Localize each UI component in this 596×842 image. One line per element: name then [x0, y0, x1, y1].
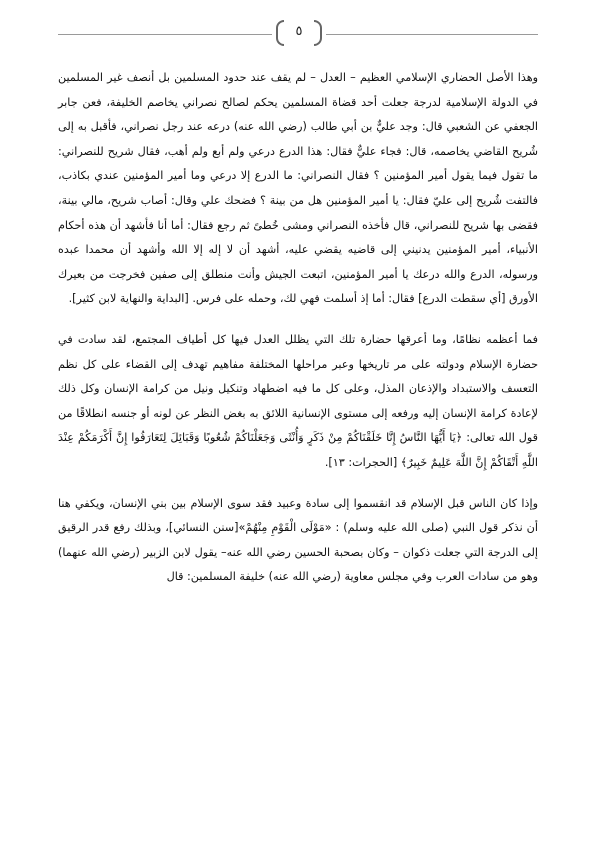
page-number-bracket-left	[276, 20, 284, 46]
header-rule-right	[326, 34, 538, 35]
header-rule-left	[58, 34, 272, 35]
page-number-bracket-right	[314, 20, 322, 46]
paragraph-islamic-civilization: فما أعظمه نظامًا، وما أعرقها حضارة تلك التي يظلل العدل فيها كل أطياف المجتمع، لقد سادت في حضارة الإسلام ودولته على مر تاريخها وعبر مراحلها المختلفة مفاهيم تهدف إلى القضاء على كل نظم التعسف والاستبداد والإذعان المذل، وعلى كل ما فيه اضطهاد وتنكيل ونيل من كرامة الإنسان وكل ذلك لإعادة كرامة الإنسان إليه ورفعه إلى مستوى الإنسانية اللائق به بغض النظر عن لونه أو جنسه انطلاقًا من قول الله تعالى: ﴿يَا أَيُّهَا النَّاسُ إِنَّا خَلَقْنَاكُمْ مِنْ ذَكَرٍ وَأُنْثَى وَجَعَلْنَاكُمْ شُعُوبًا وَقَبَائِلَ لِتَعَارَفُوا إِنَّ أَكْرَمَكُمْ عِنْدَ اللَّهِ أَتْقَاكُمْ إِنَّ اللَّهَ عَلِيمٌ خَبِيرٌ﴾ [الحجرات: ١٣].	[58, 332, 538, 469]
body-text	[58, 66, 538, 606]
page-number: ٥	[295, 24, 303, 39]
page-header	[0, 18, 596, 52]
paragraph-justice-story: وهذا الأصل الحضاري الإسلامي العظيم – العدل – لم يقف عند حدود المسلمين بل أنصف غير المسلمين في الدولة الإسلامية لدرجة جعلت أحد قضاة المسلمين يحكم لصالح نصراني يخاصم الخليفة، فعن جابر الجعفي عن الشعبي قال: وجد عليٌّ بن أبي طالب (رضي الله عنه) درعه عند رجل نصراني، فأقبل به إلى شُريح القاضي يخاصمه، قال: فجاء عليٌّ فقال: هذا الدرع درعي ولم أبع ولم أهب، فقال شريح للنصراني: ما تقول فيما يقول أمير المؤمنين ؟ فقال النصراني: ما الدرع إلا درعي وما أمير المؤمنين عندي بكاذب، فالتفت شُريح إلى عليّ فقال: يا أمير المؤمنين هل من بينة ؟ فضحك علي وقال: أصاب شريح، مالي بينة، فقضى بها شريح للنصراني، قال فأخذه النصراني ومشى خُطىً ثم رجع فقال: أما أنا فأشهد أن هذه أحكام الأنبياء، أمير المؤمنين يدنيني إلى قاضيه يقضي عليه، أشهد أن لا إله إلا الله وأشهد أن محمدا عبده ورسوله، الدرع والله درعك يا أمير المؤمنين، اتبعت الجيش وأنت منطلق إلى صفين فخرجت من بعيرك الأورق [أي سقطت الدرع] فقال: أما إذ أسلمت فهي لك، وحمله على فرس. [البداية والنهاية لابن كثير].	[58, 71, 538, 306]
paragraph-equality: وإذا كان الناس قبل الإسلام قد انقسموا إلى سادة وعبيد فقد سوى الإسلام بين بني الإنسان، ويكفي هنا أن نذكر قول النبي (صلى الله عليه وسلم) : «مَوْلَى الْقَوْمِ مِنْهُمْ»[سنن النسائي]، وبذلك رفع قدر الرقيق إلى الدرجة التي جعلت ذكوان – وكان بصحبة الحسين رضي الله عنه– يقول لابن الزبير (رضي الله عنهما) وهو من سادات العرب وفي مجلس معاوية (رضي الله عنه) خليفة المسلمين: قال	[58, 496, 538, 584]
